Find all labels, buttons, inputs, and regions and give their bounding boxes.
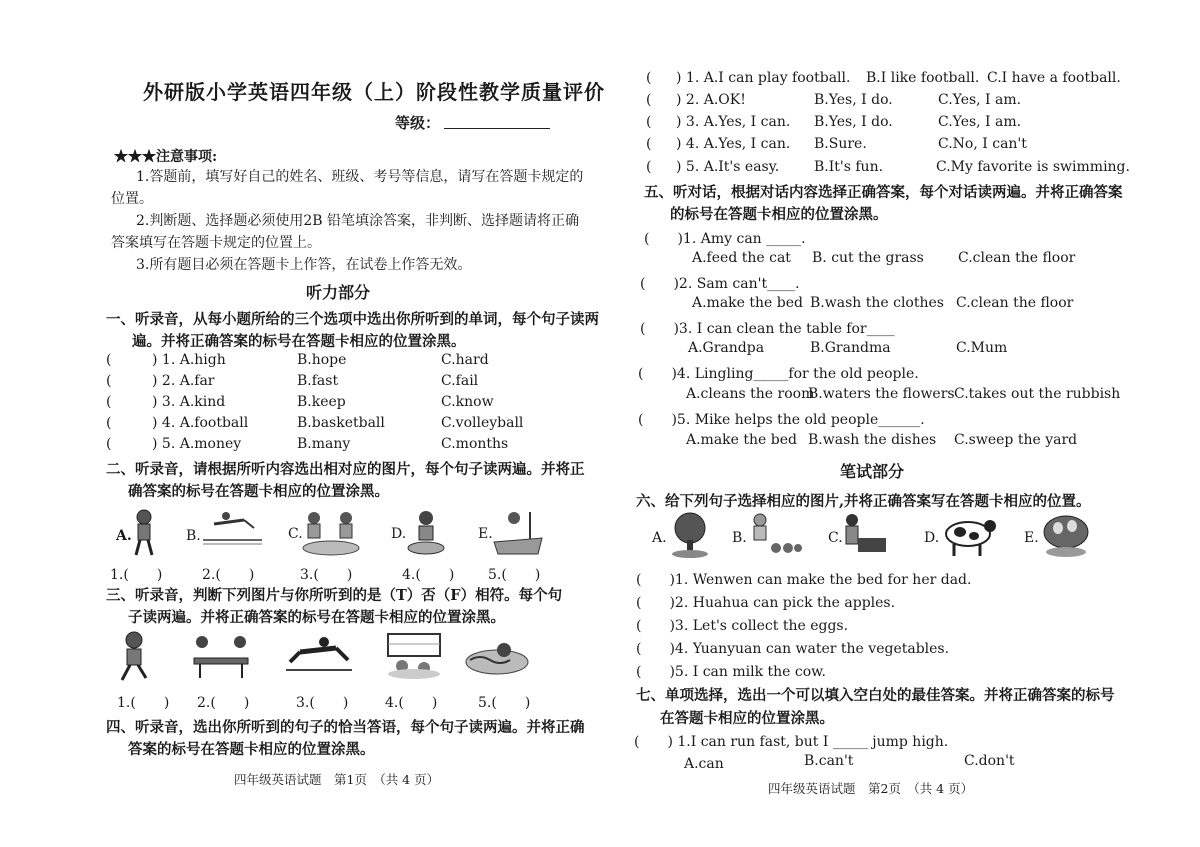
picture-label: A. [652,530,667,546]
question-option-b: B.basketball [297,415,385,431]
question-option-a: ) 4. A.football [152,415,249,431]
question-option-a: ) 5. A.It's easy. [676,159,780,175]
choice-option-b: B.can't [804,753,854,769]
question-option-b: B.keep [297,394,346,410]
picture-label: A. [116,528,132,544]
question-option-c: C.months [441,436,509,452]
watering-vegetables-picture [746,512,802,556]
question-option-b: B.I like football. [866,70,980,86]
answer-blank[interactable]: 4.( ) [385,695,438,711]
page-footer: 四年级英语试题 第1页 （共 4 页） [234,772,440,787]
question-option-c: C.hard [441,352,489,368]
question-option-c: C.No, I can't [938,136,1027,152]
question-option-b: B.Yes, I do. [814,92,893,108]
picture-label: D. [924,530,940,546]
question-paren: ( [646,114,652,130]
swimming-picture [464,636,530,678]
dialogue-question: ( )1. Amy can _____. [644,231,806,247]
question-paren: ( [106,352,112,368]
question-option-b: B.fast [297,373,339,389]
dialogue-option-b: B.wash the clothes [810,295,944,311]
egg-basket-picture [1042,514,1090,558]
picture-label: B. [186,528,201,544]
question-paren: ( [646,159,652,175]
dialogue-option-c: C.takes out the rubbish [954,386,1121,402]
notice-line: 答案填写在答题卡规定的位置上。 [111,235,321,251]
section-2-instruction: 二、听录音，请根据所听内容选出相对应的图片，每个句子读两遍。并将正 [106,461,585,478]
question-option-c: C.fail [441,373,479,389]
dialogue-option-a: A.make the bed [686,432,797,448]
girl-making-bed-picture [840,512,888,558]
boy-running-picture [114,630,154,684]
question-paren: ( [106,394,112,410]
table-tennis-picture [190,634,252,680]
dialogue-option-a: A.Grandpa [688,340,765,356]
section-5-instruction: 的标号在答题卡相应的位置涂黑。 [670,206,888,223]
choice-question: ( ) 1.I can run fast, but I _____ jump high. [634,734,949,750]
boy-walking-picture [130,508,158,558]
dialogue-option-b: B. cut the grass [812,250,924,266]
section-2-instruction: 确答案的标号在答题卡相应的位置涂黑。 [128,483,389,500]
question-option-b: B.Sure. [814,136,867,152]
section-4-instruction: 答案的标号在答题卡相应的位置涂黑。 [128,741,375,758]
sentence-item: ( )5. I can milk the cow. [636,664,826,680]
dialogue-option-c: C.clean the floor [958,250,1076,266]
sentence-item: ( )2. Huahua can pick the apples. [636,595,896,611]
question-option-b: B.It's fun. [814,159,884,175]
notice-line: 位置。 [111,191,153,207]
grade-label: 等级： [395,114,441,132]
choice-option-c: C.don't [964,753,1015,769]
dialogue-question: ( )2. Sam can't____. [640,276,800,292]
children-playing-picture [298,508,364,558]
question-option-c: C.know [441,394,494,410]
dialogue-option-b: B.Grandma [810,340,891,356]
question-option-c: C.Yes, I am. [938,114,1022,130]
dialogue-option-c: C.Mum [956,340,1008,356]
long-jump-picture-2 [284,636,354,676]
football-goal-picture [384,630,444,680]
cow-picture [940,512,996,558]
picture-label: D. [391,526,407,542]
picture-label: C. [288,526,303,542]
question-paren: ( [646,136,652,152]
dialogue-option-a: A.feed the cat [692,250,791,266]
question-paren: ( [106,415,112,431]
notice-line: 1.答题前，填写好自己的姓名、班级、考号等信息，请写在答题卡规定的 [136,169,584,185]
question-option-a: ) 1. A.I can play football. [676,70,851,86]
dialogue-option-c: C.sweep the yard [954,432,1078,448]
notice-heading: ★★★注意事项: [114,149,218,165]
writing-heading: 笔试部分 [840,462,905,481]
choice-option-a: A.can [684,756,724,772]
dialogue-question: ( )3. I can clean the table for____ [640,321,895,337]
question-option-c: C.volleyball [441,415,524,431]
question-option-b: B.hope [297,352,347,368]
dialogue-question: ( )4. Lingling_____for the old people. [638,366,919,382]
answer-blank[interactable]: 5.( ) [478,695,531,711]
answer-blank[interactable]: 1.( ) [110,567,163,583]
dialogue-option-b: B.wash the dishes [808,432,937,448]
section-3-instruction: 三、听录音，判断下列图片与你所听到的是（T）否（F）相符。每个句 [106,587,563,604]
answer-blank[interactable]: 4.( ) [402,567,455,583]
long-jump-picture [200,510,265,550]
answer-blank[interactable]: 3.( ) [300,567,353,583]
dialogue-question: ( )5. Mike helps the old people______. [638,412,925,428]
picture-label: E. [478,526,493,542]
grade-blank [444,128,550,129]
question-option-a: ) 5. A.money [152,436,242,452]
dialogue-option-a: A.make the bed [692,295,803,311]
question-option-a: ) 3. A.Yes, I can. [676,114,791,130]
question-paren: ( [646,70,652,86]
section-1-instruction: 遍。并将正确答案的标号在答题卡相应的位置涂黑。 [132,333,466,350]
question-option-c: C.I have a football. [987,70,1121,86]
girl-sitting-picture [404,508,450,556]
section-5-instruction: 五、听对话，根据对话内容选择正确答案，每个对话读两遍。并将正确答案 [644,184,1123,201]
answer-blank[interactable]: 2.( ) [202,567,255,583]
answer-blank[interactable]: 5.( ) [488,567,541,583]
picture-label: E. [1024,530,1039,546]
question-paren: ( [106,373,112,389]
question-option-a: ) 4. A.Yes, I can. [676,136,791,152]
answer-blank[interactable]: 2.( ) [197,695,250,711]
section-6-instruction: 六、给下列句子选择相应的图片,并将正确答案写在答题卡相应的位置。 [636,493,1091,510]
sentence-item: ( )1. Wenwen can make the bed for her dad. [636,572,972,588]
question-option-a: ) 2. A.OK! [676,92,746,108]
exam-title: 外研版小学英语四年级（上）阶段性教学质量评价 [143,80,605,104]
section-4-instruction: 四、听录音，选出你所听到的句子的恰当答语，每个句子读两遍。并将正确 [106,719,585,736]
notice-line: 2.判断题、选择题必须使用2B 铅笔填涂答案，非判断、选择题请将正确 [136,213,580,229]
dialogue-option-c: C.clean the floor [956,295,1074,311]
picture-label: C. [828,530,843,546]
answer-blank[interactable]: 1.( ) [117,695,170,711]
question-option-b: B.many [297,436,351,452]
question-paren: ( [106,436,112,452]
answer-blank[interactable]: 3.( ) [296,695,349,711]
notice-line: 3.所有题目必须在答题卡上作答，在试卷上作答无效。 [136,257,472,273]
question-option-a: ) 1. A.high [152,352,226,368]
sentence-item: ( )4. Yuanyuan can water the vegetables. [636,641,950,657]
section-1-instruction: 一、听录音，从每小题所给的三个选项中选出你所听到的单词，每个句子读两 [106,311,599,328]
section-3-instruction: 子读两遍。并将正确答案的标号在答题卡相应的位置涂黑。 [128,609,505,626]
question-option-c: C.My favorite is swimming. [936,159,1130,175]
question-option-a: ) 2. A.far [152,373,215,389]
page-footer: 四年级英语试题 第2页 （共 4 页） [768,781,974,796]
listening-heading: 听力部分 [306,283,371,302]
picture-label: B. [732,530,747,546]
sentence-item: ( )3. Let's collect the eggs. [636,618,849,634]
section-7-instruction: 七、单项选择，选出一个可以填入空白处的最佳答案。并将正确答案的标号 [636,687,1115,704]
basketball-hoop-picture [492,508,544,558]
question-option-c: C.Yes, I am. [938,92,1022,108]
exam-page-2 [600,0,1200,847]
dialogue-option-a: A.cleans the room [686,386,815,402]
apple-tree-picture [668,512,712,558]
question-option-b: B.Yes, I do. [814,114,893,130]
section-7-instruction: 在答题卡相应的位置涂黑。 [660,710,834,727]
question-paren: ( [646,92,652,108]
dialogue-option-b: B.waters the flowers [808,386,955,402]
question-option-a: ) 3. A.kind [152,394,226,410]
